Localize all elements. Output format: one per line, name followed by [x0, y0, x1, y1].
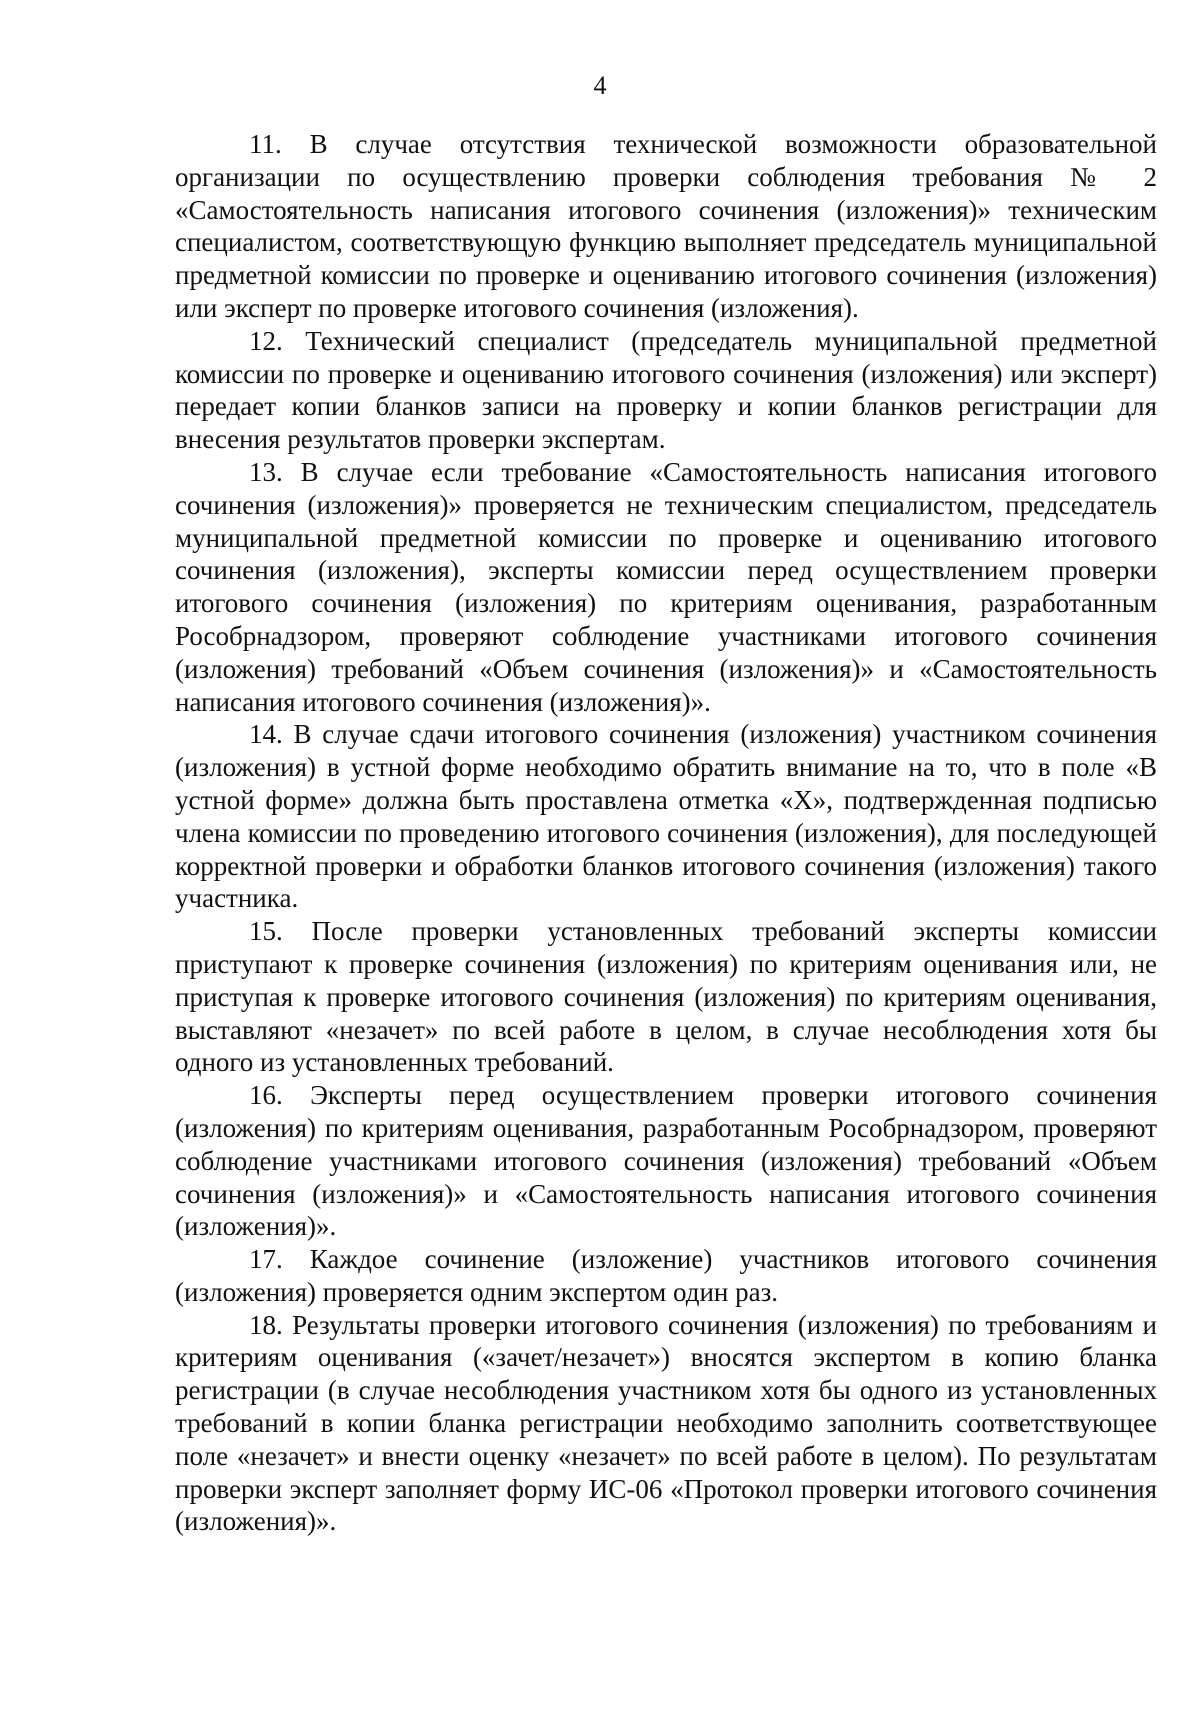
paragraph-15: 15. После проверки установленных требований эксперты комиссии приступают к проверке сочинения (изложения) по критериям оценивания или, не приступая к проверке итогового сочинения (изложения) по критериям оценивания, выставляют «незачет» по всей работе в целом, в случае несоблюдения хотя бы одного из установленных требований. — [175, 916, 1157, 1078]
page-number: 4 — [593, 71, 607, 100]
paragraph-16: 16. Эксперты перед осуществлением проверки итогового сочинения (изложения) по критериям оценивания, разработанным Рособрнадзором, проверяют соблюдение участниками итогового сочинения (изложения) требований «Объем сочинения (изложения)» и «Самостоятельность написания итогового сочинения (изложения)». — [175, 1080, 1157, 1242]
paragraph-11: 11. В случае отсутствия технической возможности образовательной организации по осуществлению проверки соблюдения требования № 2 «Самостоятельность написания итогового сочинения (изложения)» техническим специалистом, соответствующую функцию выполняет председатель муниципальной предметной комиссии по проверке и оцениванию итогового сочинения (изложения) или эксперт по проверке итогового сочинения (изложения). — [175, 129, 1157, 323]
paragraph-18: 18. Результаты проверки итогового сочинения (изложения) по требованиям и критериям оценивания («зачет/незачет») вносятся экспертом в копию бланка регистрации (в случае несоблюдения участником хотя бы одного из установленных требований в копии бланка регистрации необходимо заполнить соответствующее поле «незачет» и внести оценку «незачет» по всей работе в целом). По результатам проверки эксперт заполняет форму ИС-06 «Протокол проверки итогового сочинения (изложения)». — [175, 1309, 1157, 1537]
paragraph-12: 12. Технический специалист (председатель муниципальной предметной комиссии по проверке и оцениванию итогового сочинения (изложения) или эксперт) передает копии бланков записи на проверку и копии бланков регистрации для внесения результатов проверки экспертам. — [175, 325, 1157, 455]
document-body — [175, 128, 1157, 1538]
paragraph-17: 17. Каждое сочинение (изложение) участников итогового сочинения (изложения) проверяется одним экспертом один раз. — [175, 1244, 1157, 1307]
paragraph-14: 14. В случае сдачи итогового сочинения (изложения) участником сочинения (изложения) в устной форме необходимо обратить внимание на то, что в поле «В устной форме» должна быть проставлена отметка «X», подтвержденная подписью члена комиссии по проведению итогового сочинения (изложения), для последующей корректной проверки и обработки бланков итогового сочинения (изложения) такого участника. — [175, 719, 1157, 914]
paragraph-13: 13. В случае если требование «Самостоятельность написания итогового сочинения (изложения)» проверяется не техническим специалистом, председатель муниципальной предметной комиссии по проверке и оцениванию итогового сочинения (изложения), эксперты комиссии перед осуществлением проверки итогового сочинения (изложения) по критериям оценивания, разработанным Рособрнадзором, проверяют соблюдение участниками итогового сочинения (изложения) требований «Объем сочинения (изложения)» и «Самостоятельность написания итогового сочинения (изложения)». — [175, 456, 1157, 717]
